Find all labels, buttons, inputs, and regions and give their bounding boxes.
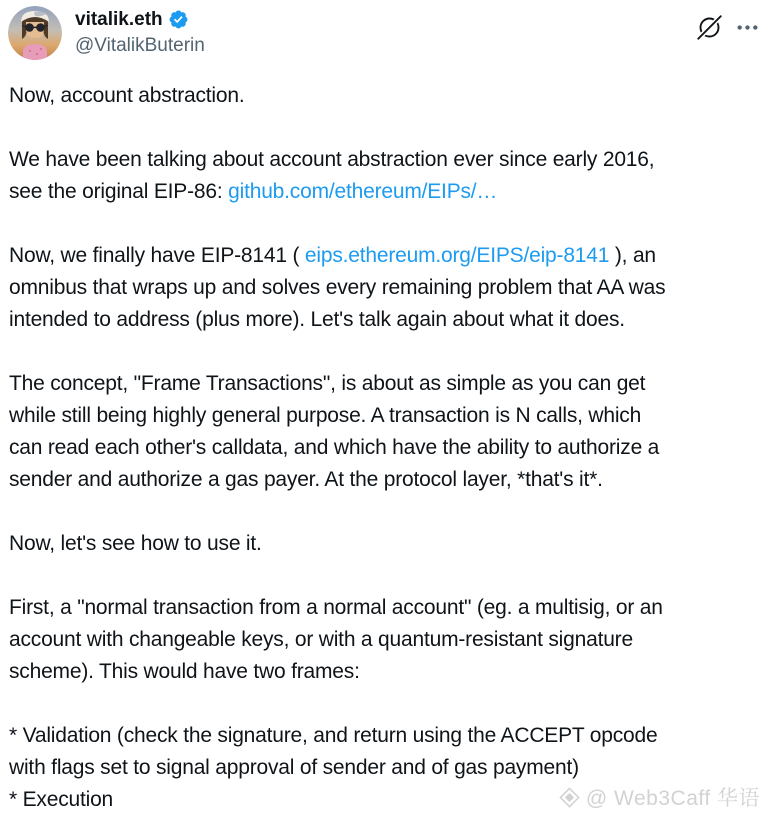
tweet-text: intended to address (plus more). Let's talk again about what it does.: [9, 308, 625, 331]
tweet-link[interactable]: eips.ethereum.org/EIPS/eip-8141: [304, 244, 610, 267]
tweet-header: [0, 0, 766, 60]
tweet-paragraph: [9, 240, 757, 336]
grok-button[interactable]: [696, 14, 723, 41]
tweet-paragraph: [9, 528, 757, 560]
header-actions: [696, 6, 760, 41]
tweet-text: while still being highly general purpose. A transaction is N calls, which: [9, 404, 642, 427]
tweet-text: scheme). This would have two frames:: [9, 660, 360, 683]
tweet-text: * Execution: [9, 788, 114, 811]
tweet-body: [0, 60, 766, 816]
tweet-text: * Validation (check the signature, and return using the ACCEPT opcode: [9, 724, 658, 747]
tweet-text: can read each other's calldata, and which have the ability to authorize a: [9, 436, 660, 459]
tweet-text: with flags set to signal approval of sender and of gas payment): [9, 756, 579, 779]
tweet-paragraph: [9, 368, 757, 496]
watermark-text: @ Web3Caff 华语: [585, 787, 760, 810]
tweet-text: account with changeable keys, or with a quantum-resistant signature: [9, 628, 633, 651]
user-handle[interactable]: @VitalikButerin: [75, 35, 205, 56]
more-button[interactable]: [735, 15, 760, 40]
tweet-text: Now, we finally have EIP-8141 (: [9, 244, 305, 267]
tweet-paragraph: [9, 720, 757, 816]
tweet-paragraph: [9, 80, 757, 112]
tweet-text: see the original EIP-86:: [9, 180, 229, 203]
tweet-paragraph: [9, 144, 757, 208]
tweet-text: The concept, "Frame Transactions", is about as simple as you can get: [9, 372, 646, 395]
tweet-text: sender and authorize a gas payer. At the protocol layer, *that's it*.: [9, 468, 603, 491]
user-names: [75, 6, 696, 57]
avatar[interactable]: [8, 6, 62, 60]
tweet-text: Now, account abstraction.: [9, 84, 245, 107]
tweet-link[interactable]: github.com/ethereum/EIPs/…: [228, 180, 498, 203]
tweet-text: Now, let's see how to use it.: [9, 532, 262, 555]
tweet-text: ), an: [609, 244, 656, 267]
display-name[interactable]: vitalik.eth: [75, 9, 163, 30]
verified-badge-icon: [168, 9, 189, 30]
tweet-text: omnibus that wraps up and solves every remaining problem that AA was: [9, 276, 666, 299]
tweet-text: We have been talking about account abstraction ever since early 2016,: [9, 148, 655, 171]
avatar-image: [8, 6, 62, 60]
more-icon: [735, 15, 760, 40]
tweet-paragraph: [9, 592, 757, 688]
grok-icon: [696, 14, 723, 41]
tweet-text: First, a "normal transaction from a normal account" (eg. a multisig, or an: [9, 596, 663, 619]
